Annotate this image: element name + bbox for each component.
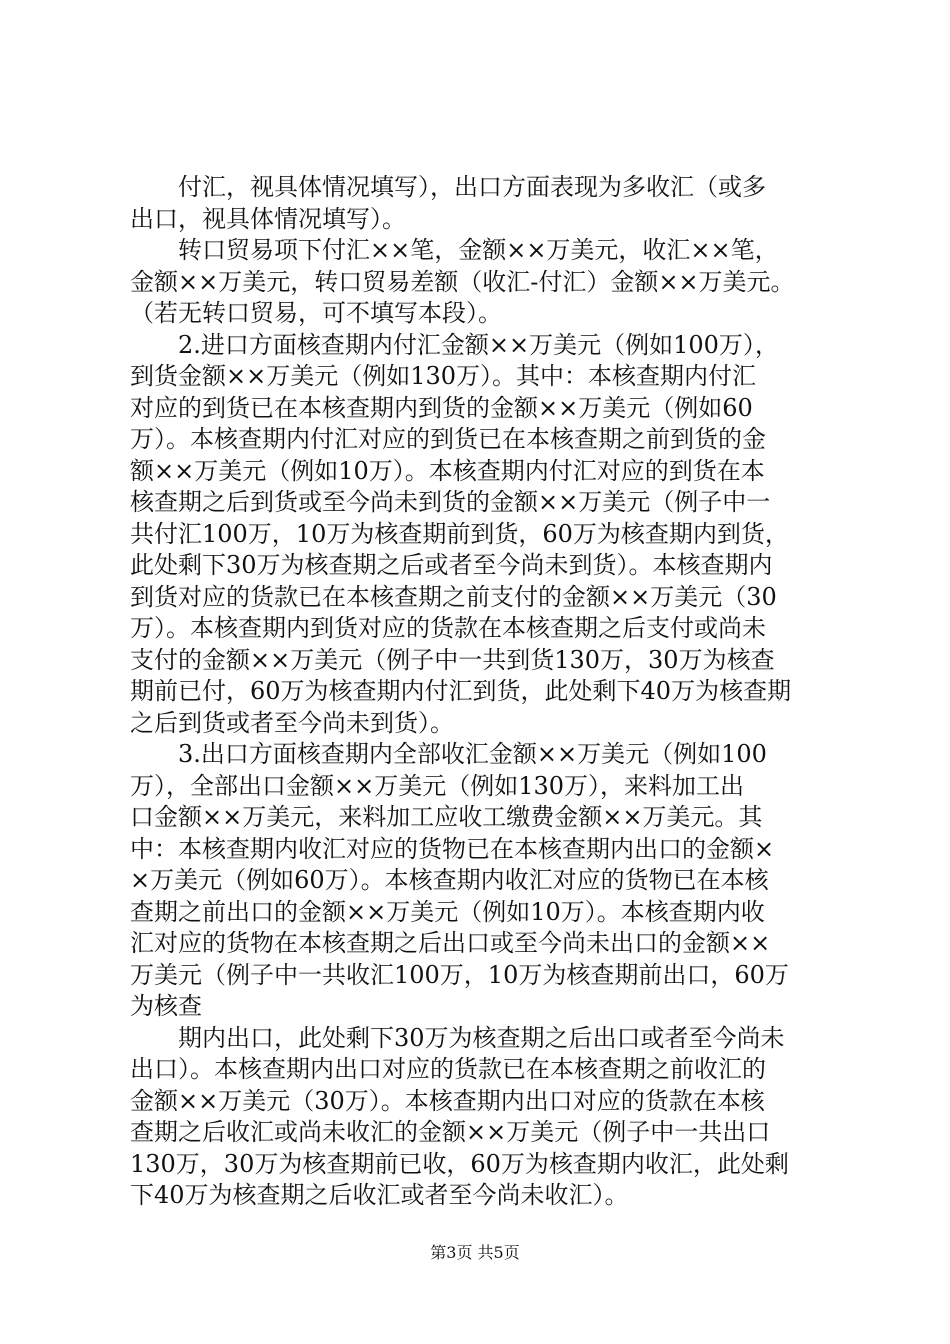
- paragraph-1: 付汇，视具体情况填写），出口方面表现为多收汇（或多 出口，视具体情况填写）。: [130, 173, 766, 233]
- paragraph-3: 2.进口方面核查期内付汇金额××万美元（例如100万）， 到货金额××万美元（例如130万）。其中：本核查期内付汇 对应的到货已在本核查期内到货的金额××万美元（例如60 万）。本核查期内付汇对应的到货已在本核查期之前到货的金 额××万美元（例如10万）。本核查期内付汇对应的到货在本 核查期之后到货或至今尚未到货的金额××万美元（例子中一 共付汇100万，10万为核查期前到货，60万为核查期内到货， 此处剩下30万为核查期之后或者至今尚未到货）。本核查期内 到货对应的货款已在本核查期之前支付的金额××万美元（30 万）。本核查期内到货对应的货款在本核查期之后支付或尚未 支付的金额××万美元（例子中一共到货130万，30万为核查 期前已付，60万为核查期内付汇到货，此处剩下40万为核查期 之后到货或者至今尚未到货）。: [130, 330, 792, 737]
- paragraph-5: 期内出口，此处剩下30万为核查期之后出口或者至今尚未 出口）。本核查期内出口对应的货款已在本核查期之前收汇的 金额××万美元（30万）。本核查期内出口对应的货款在本核 查期之后收汇或尚未收汇的金额××万美元（例子中一共出口 130万，30万为核查期前已收，60万为核查期内收汇，此处剩 下40万为核查期之后收汇或者至今尚未收汇）。: [130, 1023, 789, 1209]
- page-number: 第3页 共5页: [430, 1243, 520, 1262]
- page-footer: [0, 1240, 950, 1263]
- paragraph-2: 转口贸易项下付汇××笔，金额××万美元，收汇××笔， 金额××万美元，转口贸易差额（收汇-付汇）金额××万美元。 （若无转口贸易，可不填写本段）。: [130, 236, 795, 327]
- paragraph-4: 3.出口方面核查期内全部收汇金额××万美元（例如100 万），全部出口金额××万美元（例如130万），来料加工出 口金额××万美元，来料加工应收工缴费金额××万美元。其 中：本核查期内收汇对应的货物已在本核查期内出口的金额× ×万美元（例如60万）。本核查期内收汇对应的货物已在本核 查期之前出口的金额××万美元（例如10万）。本核查期内收 汇对应的货物在本核查期之后出口或至今尚未出口的金额×× 万美元（例子中一共收汇100万，10万为核查期前出口，60万 为核查: [130, 740, 789, 1020]
- document-body: [130, 172, 830, 1212]
